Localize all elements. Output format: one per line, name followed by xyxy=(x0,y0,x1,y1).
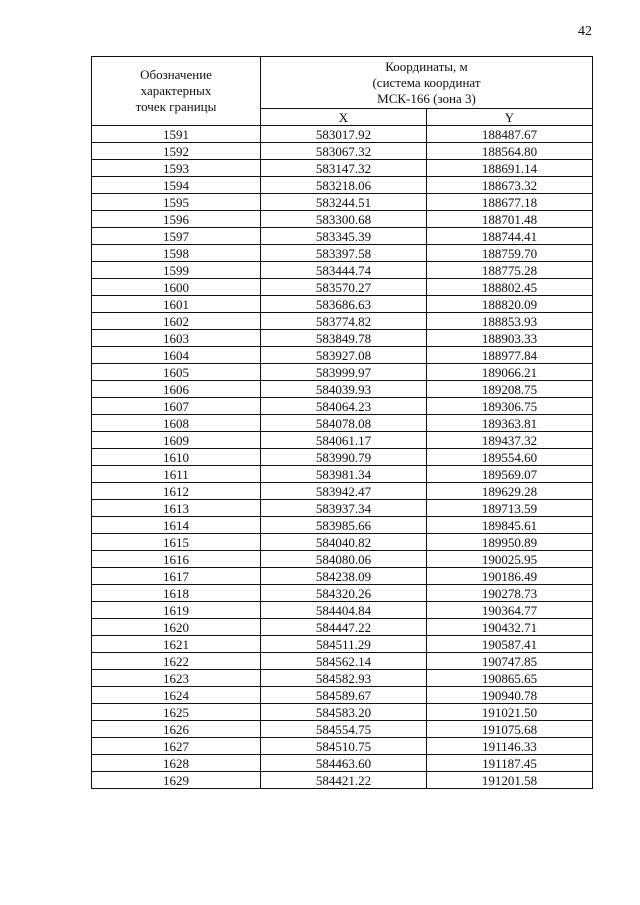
x-coordinate-cell: 583990.79 xyxy=(261,449,427,466)
table-row xyxy=(92,704,593,721)
table-row xyxy=(92,772,593,789)
y-coordinate-cell: 191146.33 xyxy=(427,738,593,755)
y-coordinate-cell: 188775.28 xyxy=(427,262,593,279)
x-coordinate-cell: 583147.32 xyxy=(261,160,427,177)
x-coordinate-cell: 583397.58 xyxy=(261,245,427,262)
x-coordinate-cell: 584562.14 xyxy=(261,653,427,670)
x-coordinate-cell: 583927.08 xyxy=(261,347,427,364)
x-coordinate-cell: 583067.32 xyxy=(261,143,427,160)
x-coordinate-cell: 583985.66 xyxy=(261,517,427,534)
table-row xyxy=(92,500,593,517)
x-coordinate-cell: 583570.27 xyxy=(261,279,427,296)
point-number-cell: 1623 xyxy=(92,670,261,687)
y-column-header: Y xyxy=(427,109,593,126)
y-coordinate-cell: 188802.45 xyxy=(427,279,593,296)
x-column-header: X xyxy=(261,109,427,126)
point-number-cell: 1627 xyxy=(92,738,261,755)
x-coordinate-cell: 584064.23 xyxy=(261,398,427,415)
table-row xyxy=(92,449,593,466)
table-row xyxy=(92,483,593,500)
y-coordinate-cell: 190432.71 xyxy=(427,619,593,636)
table-row xyxy=(92,755,593,772)
point-number-cell: 1616 xyxy=(92,551,261,568)
table-row xyxy=(92,551,593,568)
table-body xyxy=(92,126,593,789)
table-row xyxy=(92,211,593,228)
point-number-cell: 1608 xyxy=(92,415,261,432)
point-number-cell: 1597 xyxy=(92,228,261,245)
y-coordinate-cell: 191201.58 xyxy=(427,772,593,789)
table-row xyxy=(92,398,593,415)
point-number-cell: 1628 xyxy=(92,755,261,772)
x-coordinate-cell: 584447.22 xyxy=(261,619,427,636)
point-number-cell: 1614 xyxy=(92,517,261,534)
x-coordinate-cell: 584582.93 xyxy=(261,670,427,687)
table-row xyxy=(92,738,593,755)
x-coordinate-cell: 584589.67 xyxy=(261,687,427,704)
x-coordinate-cell: 583999.97 xyxy=(261,364,427,381)
x-coordinate-cell: 584061.17 xyxy=(261,432,427,449)
point-number-cell: 1619 xyxy=(92,602,261,619)
point-number-cell: 1611 xyxy=(92,466,261,483)
y-coordinate-cell: 188903.33 xyxy=(427,330,593,347)
y-coordinate-cell: 189437.32 xyxy=(427,432,593,449)
point-number-cell: 1609 xyxy=(92,432,261,449)
point-number-cell: 1618 xyxy=(92,585,261,602)
y-coordinate-cell: 191075.68 xyxy=(427,721,593,738)
point-number-cell: 1604 xyxy=(92,347,261,364)
point-number-cell: 1603 xyxy=(92,330,261,347)
table-row xyxy=(92,160,593,177)
table-row xyxy=(92,415,593,432)
y-coordinate-cell: 189950.89 xyxy=(427,534,593,551)
point-number-cell: 1602 xyxy=(92,313,261,330)
table-row xyxy=(92,585,593,602)
x-coordinate-cell: 584040.82 xyxy=(261,534,427,551)
point-number-cell: 1605 xyxy=(92,364,261,381)
table-row xyxy=(92,466,593,483)
point-number-cell: 1620 xyxy=(92,619,261,636)
point-number-cell: 1615 xyxy=(92,534,261,551)
y-coordinate-cell: 189713.59 xyxy=(427,500,593,517)
point-number-cell: 1594 xyxy=(92,177,261,194)
y-coordinate-cell: 190025.95 xyxy=(427,551,593,568)
point-number-cell: 1600 xyxy=(92,279,261,296)
x-coordinate-cell: 583774.82 xyxy=(261,313,427,330)
y-coordinate-cell: 190278.73 xyxy=(427,585,593,602)
y-coordinate-cell: 190186.49 xyxy=(427,568,593,585)
x-coordinate-cell: 584463.60 xyxy=(261,755,427,772)
y-coordinate-cell: 189629.28 xyxy=(427,483,593,500)
table-row xyxy=(92,381,593,398)
point-number-cell: 1625 xyxy=(92,704,261,721)
table-row xyxy=(92,279,593,296)
point-number-cell: 1610 xyxy=(92,449,261,466)
point-designation-header: Обозначение характерных точек границы xyxy=(92,57,261,126)
point-number-cell: 1629 xyxy=(92,772,261,789)
y-coordinate-cell: 188853.93 xyxy=(427,313,593,330)
y-coordinate-cell: 188564.80 xyxy=(427,143,593,160)
point-number-cell: 1596 xyxy=(92,211,261,228)
x-coordinate-cell: 583981.34 xyxy=(261,466,427,483)
x-coordinate-cell: 584078.08 xyxy=(261,415,427,432)
x-coordinate-cell: 584583.20 xyxy=(261,704,427,721)
point-number-cell: 1621 xyxy=(92,636,261,653)
y-coordinate-cell: 189208.75 xyxy=(427,381,593,398)
point-number-cell: 1613 xyxy=(92,500,261,517)
point-number-cell: 1617 xyxy=(92,568,261,585)
table-row xyxy=(92,517,593,534)
x-coordinate-cell: 584511.29 xyxy=(261,636,427,653)
x-coordinate-cell: 583345.39 xyxy=(261,228,427,245)
table-row xyxy=(92,687,593,704)
y-coordinate-cell: 189306.75 xyxy=(427,398,593,415)
table-row xyxy=(92,143,593,160)
point-number-cell: 1598 xyxy=(92,245,261,262)
y-coordinate-cell: 189845.61 xyxy=(427,517,593,534)
table-row xyxy=(92,534,593,551)
x-coordinate-cell: 584080.06 xyxy=(261,551,427,568)
y-coordinate-cell: 190587.41 xyxy=(427,636,593,653)
x-coordinate-cell: 583937.34 xyxy=(261,500,427,517)
y-coordinate-cell: 189363.81 xyxy=(427,415,593,432)
x-coordinate-cell: 583444.74 xyxy=(261,262,427,279)
table-row xyxy=(92,364,593,381)
y-coordinate-cell: 191021.50 xyxy=(427,704,593,721)
y-coordinate-cell: 188744.41 xyxy=(427,228,593,245)
x-coordinate-cell: 584404.84 xyxy=(261,602,427,619)
y-coordinate-cell: 190747.85 xyxy=(427,653,593,670)
y-coordinate-cell: 191187.45 xyxy=(427,755,593,772)
point-number-cell: 1607 xyxy=(92,398,261,415)
y-coordinate-cell: 188487.67 xyxy=(427,126,593,143)
table-row xyxy=(92,636,593,653)
coordinates-header: Координаты, м (система координат МСК-166 (зона 3) xyxy=(261,57,593,109)
table-row xyxy=(92,245,593,262)
table-row xyxy=(92,568,593,585)
table-row xyxy=(92,602,593,619)
y-coordinate-cell: 189066.21 xyxy=(427,364,593,381)
x-coordinate-cell: 584554.75 xyxy=(261,721,427,738)
point-number-cell: 1622 xyxy=(92,653,261,670)
y-coordinate-cell: 188677.18 xyxy=(427,194,593,211)
point-number-cell: 1612 xyxy=(92,483,261,500)
point-number-cell: 1593 xyxy=(92,160,261,177)
y-coordinate-cell: 188673.32 xyxy=(427,177,593,194)
y-coordinate-cell: 189569.07 xyxy=(427,466,593,483)
table-row xyxy=(92,262,593,279)
table-row xyxy=(92,177,593,194)
x-coordinate-cell: 583942.47 xyxy=(261,483,427,500)
x-coordinate-cell: 584320.26 xyxy=(261,585,427,602)
point-number-cell: 1591 xyxy=(92,126,261,143)
x-coordinate-cell: 583017.92 xyxy=(261,126,427,143)
table-row xyxy=(92,432,593,449)
x-coordinate-cell: 584510.75 xyxy=(261,738,427,755)
table-row xyxy=(92,721,593,738)
y-coordinate-cell: 190364.77 xyxy=(427,602,593,619)
table-header xyxy=(92,57,593,126)
x-coordinate-cell: 583686.63 xyxy=(261,296,427,313)
x-coordinate-cell: 583300.68 xyxy=(261,211,427,228)
table-row xyxy=(92,653,593,670)
point-number-cell: 1626 xyxy=(92,721,261,738)
y-coordinate-cell: 188820.09 xyxy=(427,296,593,313)
point-number-cell: 1601 xyxy=(92,296,261,313)
y-coordinate-cell: 190865.65 xyxy=(427,670,593,687)
y-coordinate-cell: 188691.14 xyxy=(427,160,593,177)
point-number-cell: 1595 xyxy=(92,194,261,211)
table-row xyxy=(92,619,593,636)
y-coordinate-cell: 189554.60 xyxy=(427,449,593,466)
x-coordinate-cell: 583218.06 xyxy=(261,177,427,194)
point-number-cell: 1592 xyxy=(92,143,261,160)
table-row xyxy=(92,670,593,687)
x-coordinate-cell: 584238.09 xyxy=(261,568,427,585)
x-coordinate-cell: 584421.22 xyxy=(261,772,427,789)
y-coordinate-cell: 190940.78 xyxy=(427,687,593,704)
x-coordinate-cell: 583244.51 xyxy=(261,194,427,211)
table-row xyxy=(92,194,593,211)
point-number-cell: 1606 xyxy=(92,381,261,398)
point-number-cell: 1599 xyxy=(92,262,261,279)
x-coordinate-cell: 584039.93 xyxy=(261,381,427,398)
table-row xyxy=(92,126,593,143)
table-row xyxy=(92,228,593,245)
table-row xyxy=(92,296,593,313)
x-coordinate-cell: 583849.78 xyxy=(261,330,427,347)
table-row xyxy=(92,330,593,347)
page-number: 42 xyxy=(578,24,592,39)
y-coordinate-cell: 188977.84 xyxy=(427,347,593,364)
coordinates-table xyxy=(91,56,593,789)
table-row xyxy=(92,313,593,330)
y-coordinate-cell: 188701.48 xyxy=(427,211,593,228)
point-number-cell: 1624 xyxy=(92,687,261,704)
table-row xyxy=(92,347,593,364)
y-coordinate-cell: 188759.70 xyxy=(427,245,593,262)
